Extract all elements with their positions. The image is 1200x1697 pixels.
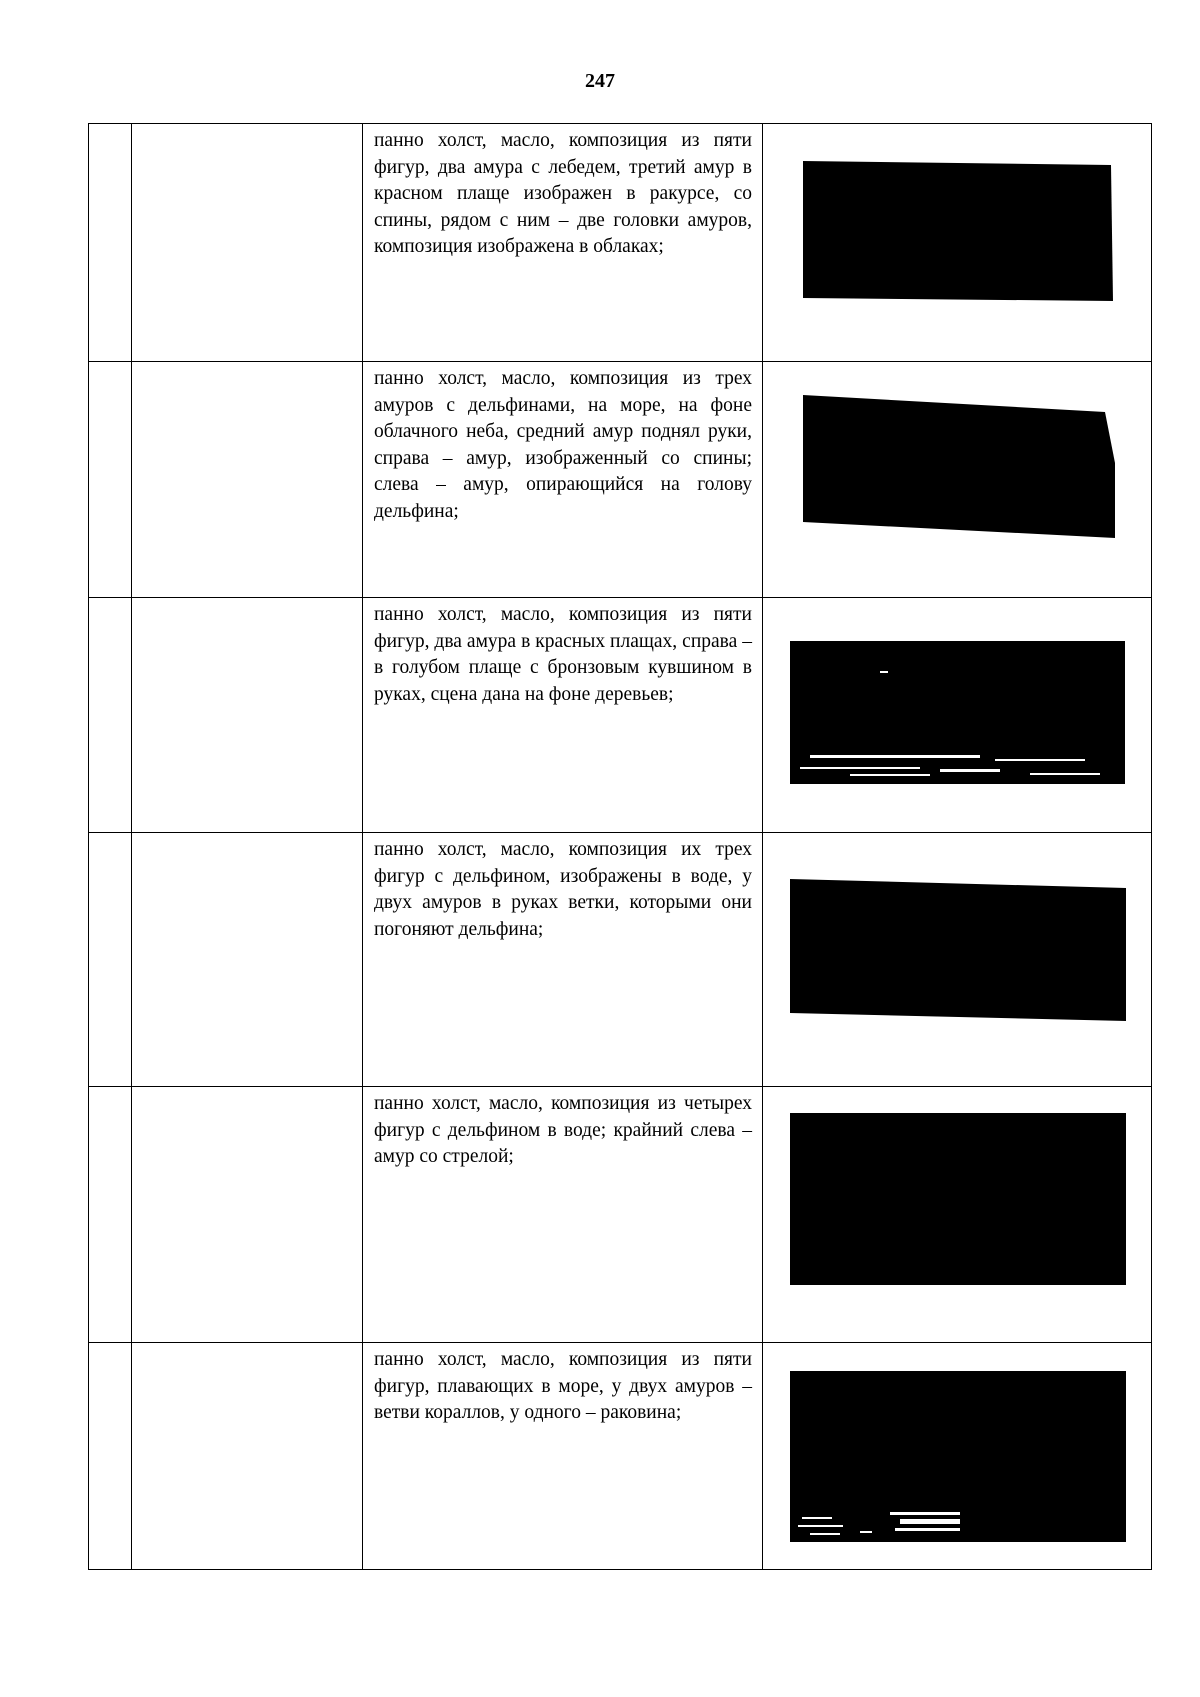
description-text: панно холст, масло, композиция из четырех фигур с дельфином в воде; крайний слева – амур со стрелой; — [374, 1093, 752, 1167]
redacted-photo-icon — [790, 641, 1125, 784]
name-cell — [132, 1343, 363, 1570]
name-cell — [132, 833, 363, 1087]
description-cell — [363, 362, 763, 598]
description-text: панно холст, масло, композиция из пяти фигур, плавающих в море, у двух амуров – ветви кораллов, у одного – раковина; — [374, 1349, 752, 1423]
image-cell — [763, 598, 1152, 833]
description-text: панно холст, масло, композиция из пяти фигур, два амура в красных плащах, справа – в голубом плаще с бронзовым кувшином в руках, сцена дана на фоне деревьев; — [374, 604, 752, 705]
description-cell — [363, 1343, 763, 1570]
index-cell — [89, 598, 132, 833]
artwork-table — [88, 123, 1152, 1570]
table-row — [89, 362, 1152, 598]
page-number: 247 — [585, 70, 615, 92]
name-cell — [132, 124, 363, 362]
description-text: панно холст, масло, композиция из пяти фигур, два амура с лебедем, третий амур в красном плаще изображен в ракурсе, со спины, рядом с ним – две головки амуров, композиция изображена в облаках; — [374, 130, 752, 257]
index-cell — [89, 124, 132, 362]
index-cell — [89, 1343, 132, 1570]
table-row — [89, 598, 1152, 833]
description-cell — [363, 833, 763, 1087]
image-cell — [763, 833, 1152, 1087]
name-cell — [132, 362, 363, 598]
description-cell — [363, 598, 763, 833]
table-row — [89, 1343, 1152, 1570]
table-row — [89, 1087, 1152, 1343]
table-row — [89, 124, 1152, 362]
name-cell — [132, 598, 363, 833]
image-cell — [763, 1087, 1152, 1343]
table-row — [89, 833, 1152, 1087]
image-cell — [763, 362, 1152, 598]
redacted-photo-icon — [803, 395, 1115, 538]
redacted-photo-icon — [790, 1371, 1126, 1542]
description-text: панно холст, масло, композиция из трех амуров с дельфинами, на море, на фоне облачного неба, средний амур поднял руки, справа – амур, изображенный со спины; слева – амур, опирающийся на голову дельфина; — [374, 368, 752, 522]
description-cell — [363, 1087, 763, 1343]
index-cell — [89, 1087, 132, 1343]
index-cell — [89, 362, 132, 598]
redacted-photo-icon — [790, 1113, 1126, 1285]
redacted-photo-icon — [803, 161, 1113, 301]
index-cell — [89, 833, 132, 1087]
redacted-photo-icon — [790, 879, 1126, 1021]
image-cell — [763, 1343, 1152, 1570]
description-text: панно холст, масло, композиция их трех фигур с дельфином, изображены в воде, у двух амуров в руках ветки, которыми они погоняют дельфина; — [374, 839, 752, 940]
image-cell — [763, 124, 1152, 362]
description-cell — [363, 124, 763, 362]
name-cell — [132, 1087, 363, 1343]
